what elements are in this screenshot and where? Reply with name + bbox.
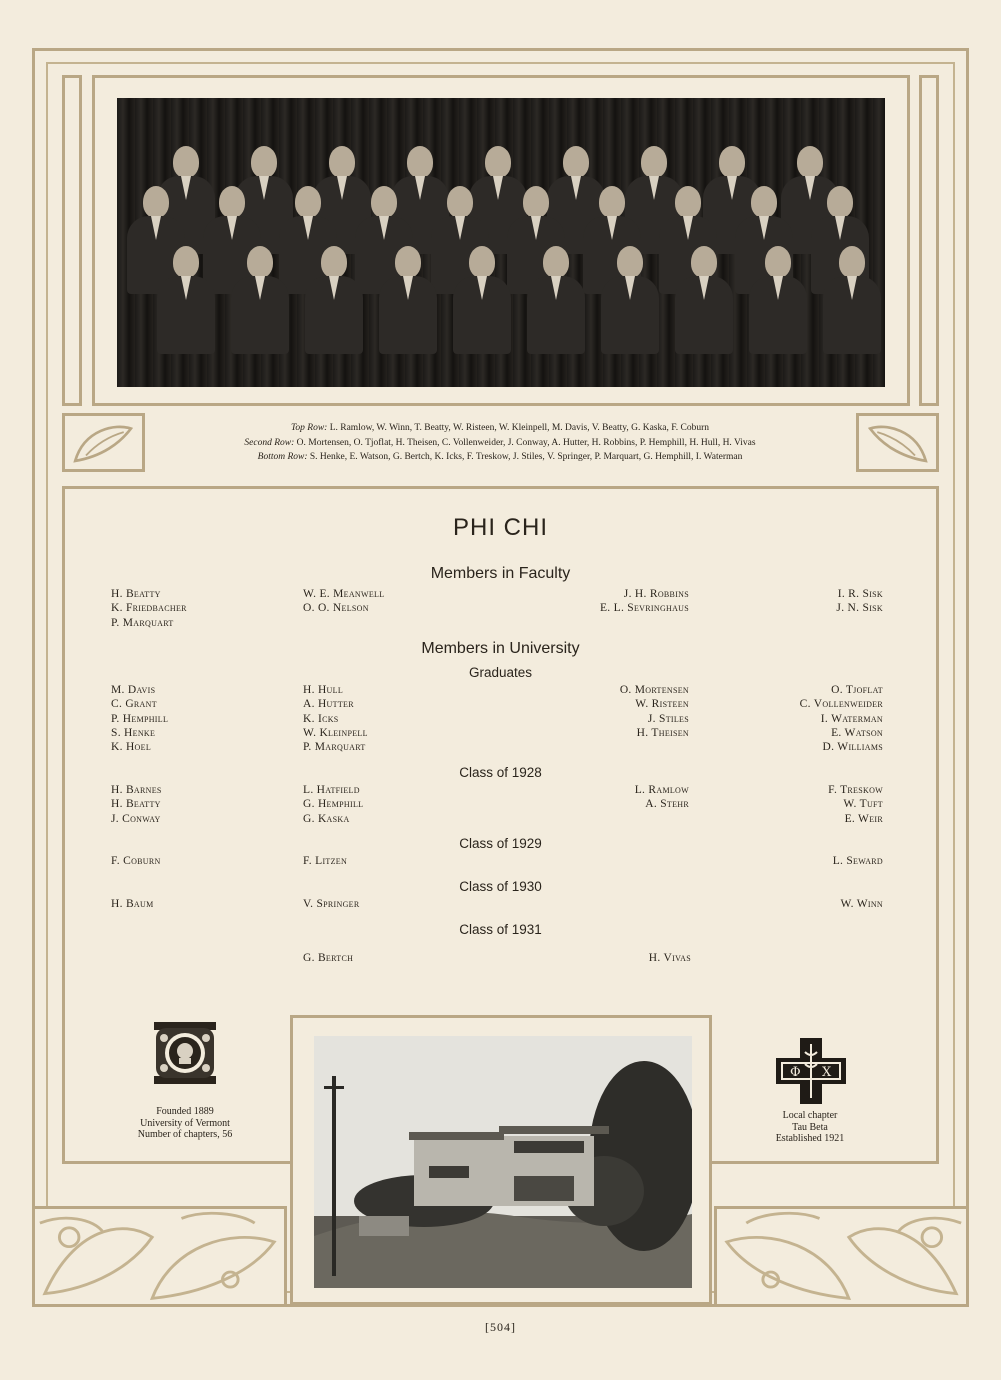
chapter-house-photo: [314, 1036, 692, 1288]
photo-figure: [749, 246, 807, 354]
class-1930-col2: [303, 897, 360, 911]
local-line2: Tau Beta: [792, 1121, 828, 1133]
class-1930-heading: Class of 1930: [459, 879, 542, 894]
founding-line3: Number of chapters, 56: [137, 1129, 233, 1140]
graduates-heading: Graduates: [468, 665, 533, 680]
local-chapter-info: [740, 1110, 880, 1145]
member-name: W. Winn: [840, 898, 883, 910]
founding-info: [100, 1106, 270, 1141]
local-line3: Established 1921: [775, 1133, 845, 1144]
member-name: D. Williams: [822, 741, 883, 754]
member-name: G. Hemphill: [303, 798, 364, 811]
photo-figure: [601, 246, 659, 354]
photo-figure: [157, 246, 215, 354]
right-vertical-bar: [919, 75, 939, 406]
class-1928-col1: [111, 783, 162, 826]
member-name: L. Seward: [832, 855, 883, 867]
member-name: W. Tuft: [843, 798, 883, 811]
local-line1: Local chapter: [782, 1110, 838, 1121]
member-name: K. Icks: [303, 712, 339, 725]
member-name: L. Ramlow: [634, 784, 689, 796]
member-name: W. Risteen: [635, 698, 689, 711]
faculty-col4: [836, 587, 883, 616]
page-number: [504]: [485, 1320, 516, 1334]
university-heading: Members in University: [421, 640, 580, 657]
member-name: H. Theisen: [636, 726, 689, 739]
photo-figure: [823, 246, 881, 354]
chapter-house-photo-frame: [290, 1015, 712, 1305]
member-name: K. Hoel: [111, 741, 152, 754]
member-name: M. Davis: [111, 684, 156, 696]
class-1931-col2: [303, 951, 353, 965]
class-1928-col4: [828, 783, 883, 826]
photo-figure: [305, 246, 363, 354]
page-title: PHI CHI: [452, 514, 548, 541]
member-name: O. O. Nelson: [303, 602, 369, 615]
badge-letter-chi: Χ: [822, 1065, 832, 1080]
founding-line1: Founded 1889: [156, 1106, 214, 1117]
member-name: E. Weir: [844, 812, 883, 825]
caption-second-row-names: O. Mortensen, O. Tjoflat, H. Theisen, C. Vollenweider, J. Conway, A. Hutter, H. Robbins, P. Hemphill, H. Hull, H. Vivas: [296, 437, 756, 448]
leaf-ornament-right: [856, 413, 939, 472]
photo-figure: [379, 246, 437, 354]
class-1929-col2: [303, 854, 347, 868]
founding-line2: University of Vermont: [140, 1117, 230, 1129]
class-1931-heading: Class of 1931: [459, 922, 542, 937]
member-name: A. Stehr: [645, 798, 689, 811]
member-name: C. Vollenweider: [799, 698, 883, 711]
member-name: H. Vivas: [648, 952, 691, 964]
member-name: I. Waterman: [820, 712, 883, 725]
class-1930-col1: [111, 897, 154, 911]
caption-bottom-row: [140, 450, 860, 465]
left-vertical-bar: [62, 75, 82, 406]
member-name: H. Beatty: [111, 798, 161, 811]
member-name: W. E. Meanwell: [303, 588, 385, 600]
class-1930-col4: [840, 897, 883, 911]
graduates-col4: [800, 683, 883, 754]
photo-figure: [675, 246, 733, 354]
phi-chi-badge-icon: [776, 1038, 846, 1104]
caption-top-row: [140, 421, 860, 436]
member-name: L. Hatfield: [303, 784, 360, 796]
leaf-panel-left: [32, 1206, 287, 1307]
member-name: J. Stiles: [647, 712, 689, 725]
class-1931-col3: [649, 951, 691, 965]
member-name: I. R. Sisk: [837, 588, 883, 600]
photo-figure: [231, 246, 289, 354]
member-name: P. Hemphill: [111, 712, 169, 725]
member-name: V. Springer: [303, 898, 360, 910]
class-1928-heading: Class of 1928: [459, 765, 542, 780]
badge-letter-phi: Φ: [790, 1065, 801, 1080]
member-name: K. Friedbacher: [111, 602, 187, 615]
member-name: C. Grant: [111, 698, 157, 711]
member-name: E. L. Sevringhaus: [599, 602, 689, 615]
member-name: O. Tjoflat: [831, 684, 883, 696]
member-name: H. Hull: [303, 684, 344, 696]
caption-bottom-row-label: Bottom Row:: [257, 452, 308, 462]
leaf-ornament-left: [62, 413, 145, 472]
member-name: J. H. Robbins: [623, 588, 689, 600]
graduates-col2: [303, 683, 368, 754]
class-1928-col2: [303, 783, 363, 826]
member-name: H. Barnes: [111, 784, 162, 796]
member-name: F. Litzen: [303, 855, 348, 867]
faculty-col1: [111, 587, 187, 630]
fraternity-seal-icon: [152, 1020, 218, 1086]
member-name: J. Conway: [111, 812, 161, 825]
member-name: E. Watson: [831, 726, 883, 739]
member-name: H. Baum: [111, 898, 154, 910]
caption-bottom-row-names: S. Henke, E. Watson, G. Bertch, K. Icks, F. Treskow, J. Stiles, V. Springer, P. Marquart, G. Hemphill, I. Waterman: [309, 452, 743, 462]
photo-figure: [453, 246, 511, 354]
member-name: P. Marquart: [111, 616, 174, 629]
member-name: O. Mortensen: [619, 684, 689, 696]
caption-second-row: [140, 436, 860, 451]
caption-second-row-label: Second Row:: [244, 437, 295, 448]
class-1929-col1: [111, 854, 161, 868]
leaf-panel-right: [714, 1206, 969, 1307]
class-1928-col3: [635, 783, 689, 812]
faculty-heading: Members in Faculty: [430, 565, 571, 582]
photo-figure: [527, 246, 585, 354]
member-name: S. Henke: [111, 726, 156, 739]
graduates-col1: [111, 683, 168, 754]
group-photo: [117, 98, 885, 387]
class-1929-heading: Class of 1929: [459, 836, 542, 851]
caption-top-row-label: Top Row:: [290, 423, 328, 433]
faculty-col2: [303, 587, 384, 616]
caption-top-row-names: L. Ramlow, W. Winn, T. Beatty, W. Risteen, W. Kleinpell, M. Davis, V. Beatty, G. Kaska, F. Coburn: [329, 423, 709, 433]
member-name: F. Treskow: [828, 784, 883, 796]
member-name: J. N. Sisk: [836, 602, 883, 615]
member-name: F. Coburn: [111, 855, 161, 867]
member-name: P. Marquart: [303, 741, 366, 754]
class-1929-col4: [833, 854, 883, 868]
member-name: G. Bertch: [303, 952, 354, 964]
faculty-col3: [600, 587, 689, 616]
member-name: W. Kleinpell: [303, 726, 368, 739]
graduates-col3: [620, 683, 689, 740]
member-name: A. Hutter: [303, 698, 354, 711]
group-photo-frame: [92, 75, 910, 406]
member-name: H. Beatty: [111, 588, 161, 600]
photo-caption: [140, 421, 860, 465]
member-name: G. Kaska: [303, 812, 350, 825]
